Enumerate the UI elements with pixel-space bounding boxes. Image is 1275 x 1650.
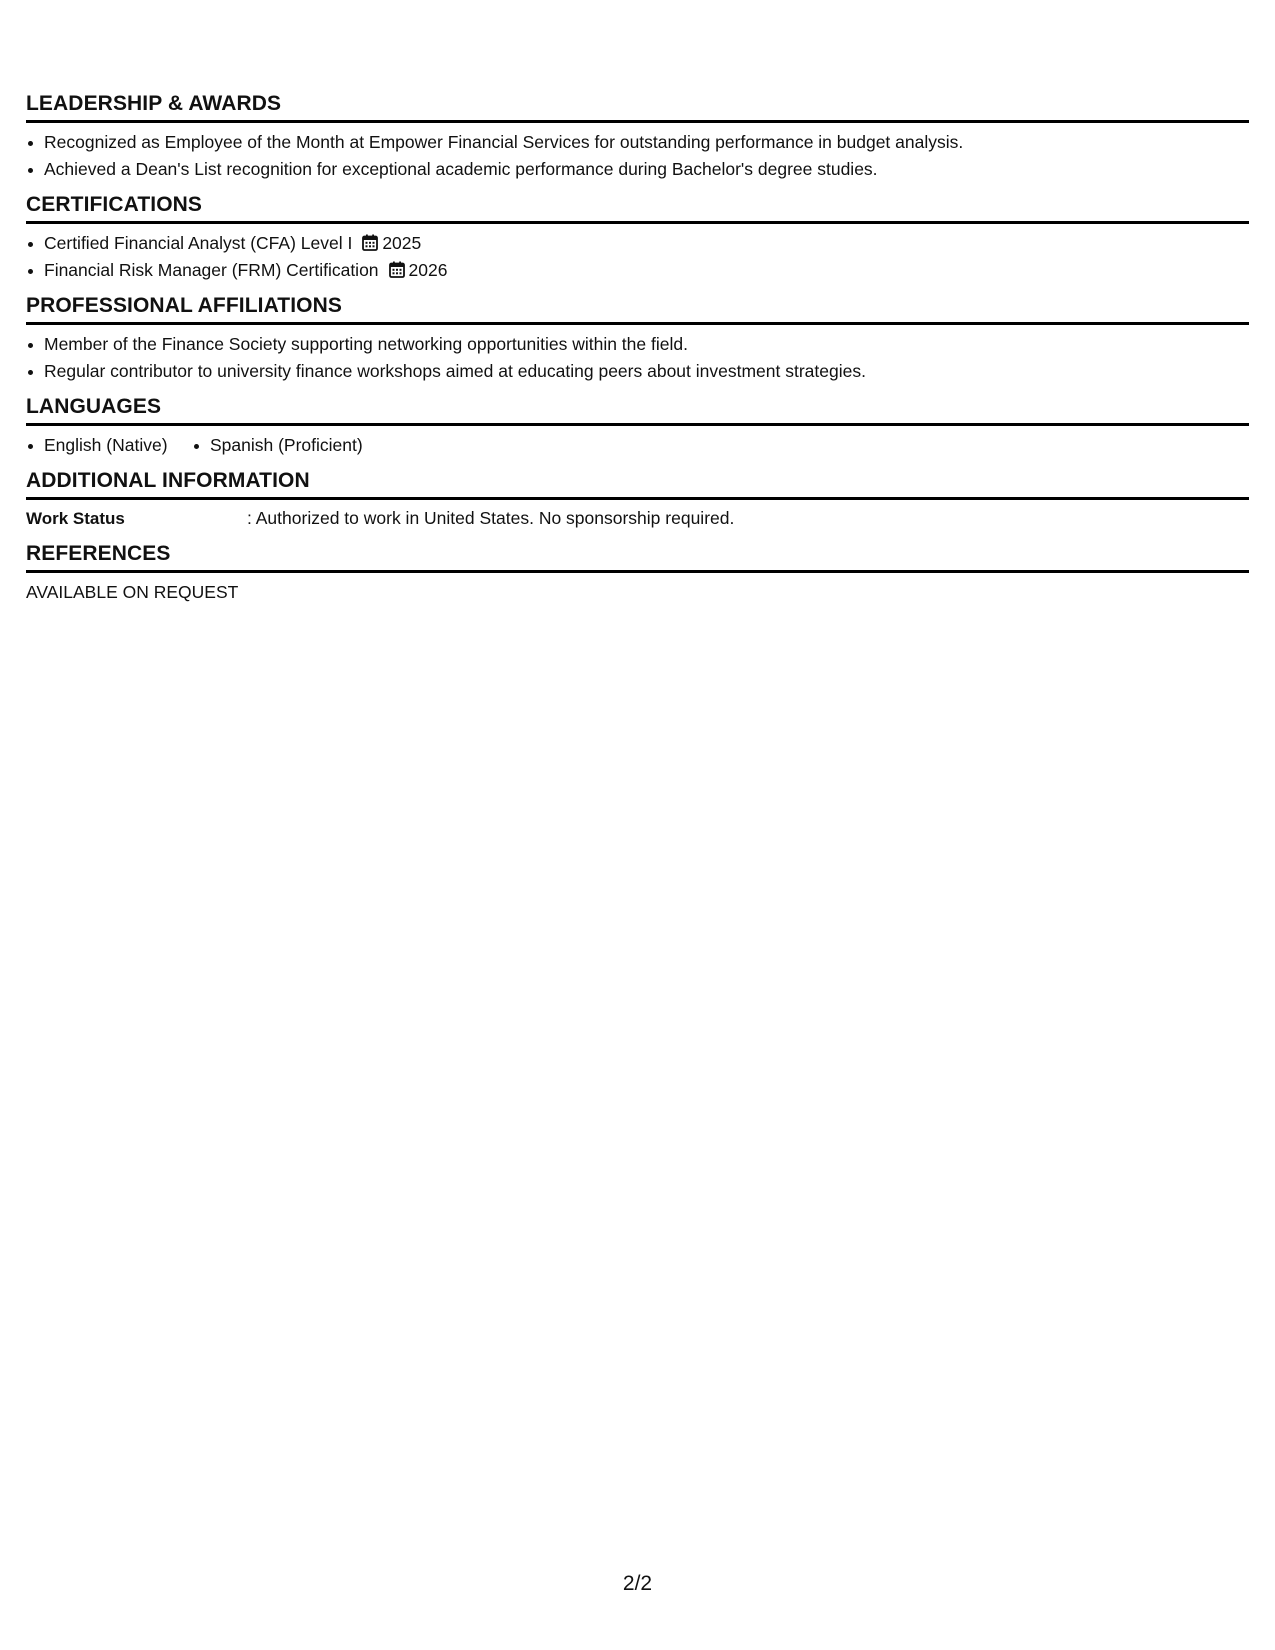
section-title: LEADERSHIP & AWARDS — [26, 92, 1249, 123]
section-additional-information — [26, 469, 1249, 532]
section-certifications — [26, 193, 1249, 284]
section-references — [26, 542, 1249, 606]
certification-name: Certified Financial Analyst (CFA) Level I — [44, 233, 353, 253]
references-text: AVAILABLE ON REQUEST — [26, 582, 239, 602]
certifications-list — [26, 230, 1249, 284]
section-title: LANGUAGES — [26, 395, 1249, 426]
work-status-row — [26, 505, 1249, 532]
list-item — [26, 257, 1249, 284]
work-status-label: Work Status — [26, 509, 125, 528]
languages-list — [26, 432, 1249, 459]
certification-name: Financial Risk Manager (FRM) Certification — [44, 260, 379, 280]
resume-page — [26, 92, 1249, 616]
list-item: Achieved a Dean's List recognition for exceptional academic performance during Bachelor's degree studies. — [26, 156, 1249, 183]
section-leadership-awards — [26, 92, 1249, 183]
calendar-icon — [362, 234, 378, 251]
section-professional-affiliations — [26, 294, 1249, 385]
section-title: ADDITIONAL INFORMATION — [26, 469, 1249, 500]
work-status-value: : Authorized to work in United States. No sponsorship required. — [247, 508, 735, 528]
section-title: PROFESSIONAL AFFILIATIONS — [26, 294, 1249, 325]
section-title: REFERENCES — [26, 542, 1249, 573]
certification-year: 2025 — [382, 233, 422, 253]
page-number: 2/2 — [622, 1572, 653, 1595]
affiliations-list — [26, 331, 1249, 385]
language-item: Spanish (Proficient) — [192, 432, 363, 459]
calendar-icon — [389, 261, 405, 278]
section-title: CERTIFICATIONS — [26, 193, 1249, 224]
leadership-list — [26, 129, 1249, 183]
section-languages — [26, 395, 1249, 459]
list-item: Recognized as Employee of the Month at Empower Financial Services for outstanding performance in budget analysis. — [26, 129, 1249, 156]
list-item: Regular contributor to university finance workshops aimed at educating peers about investment strategies. — [26, 358, 1249, 385]
language-item: English (Native) — [26, 432, 168, 459]
certification-year: 2026 — [408, 260, 448, 280]
list-item: Member of the Finance Society supporting networking opportunities within the field. — [26, 331, 1249, 358]
list-item — [26, 230, 1249, 257]
